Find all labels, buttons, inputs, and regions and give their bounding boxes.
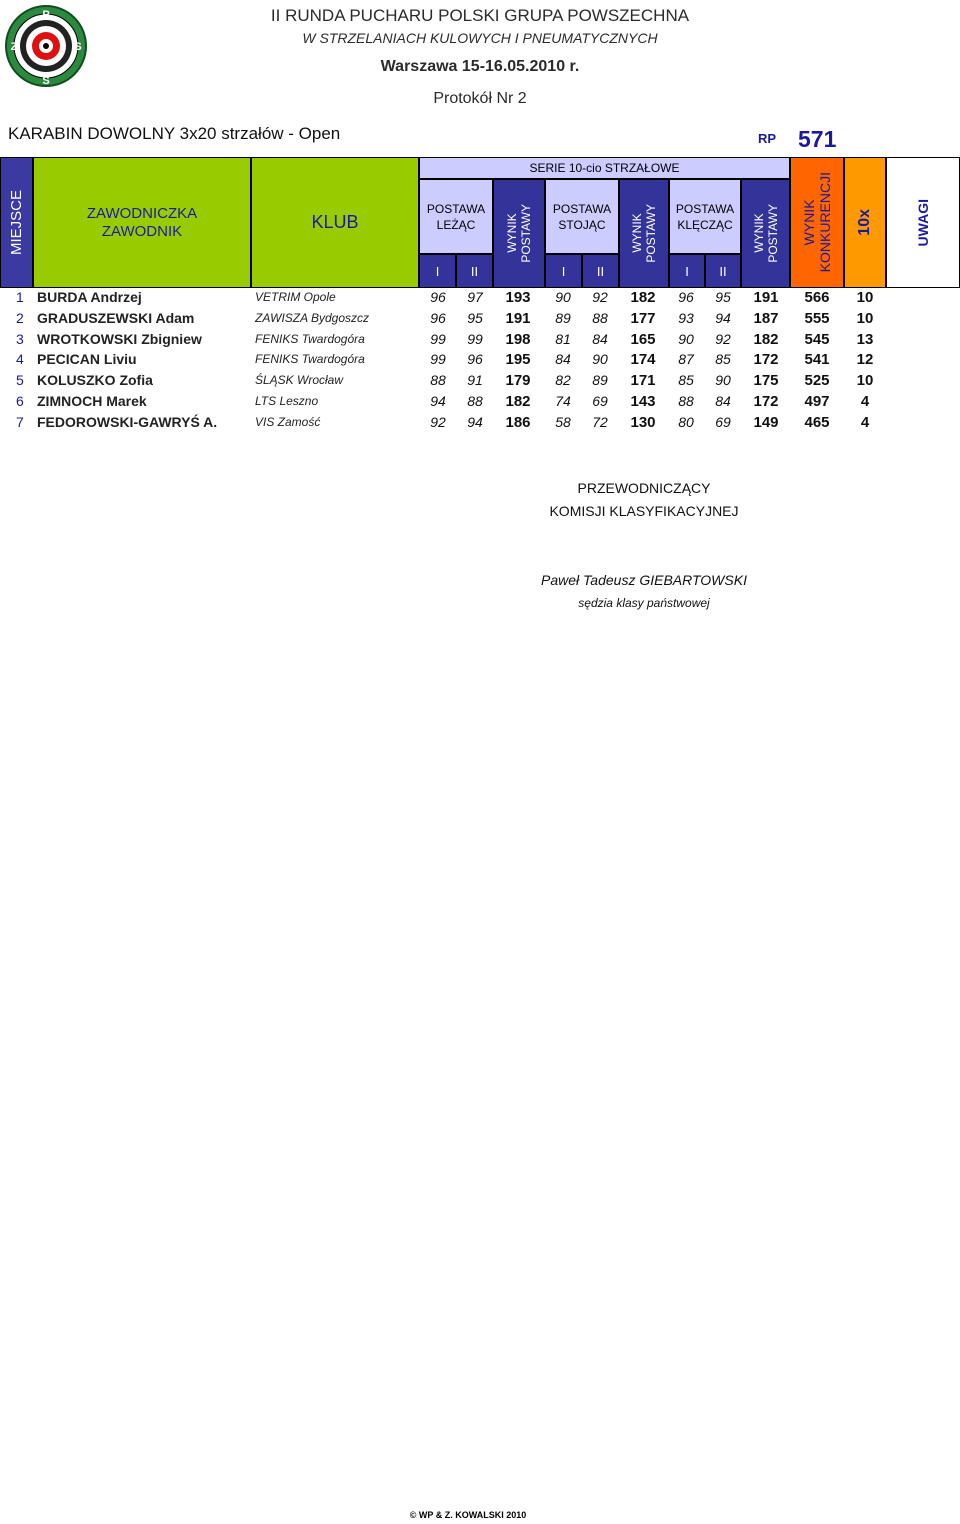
svg-text:S: S [42, 75, 50, 87]
signature-title-1: PRZEWODNICZĄCY [577, 480, 711, 496]
row-stojac-i: 90 [555, 289, 571, 305]
header-stojac-label: STOJĄC [558, 217, 606, 232]
row-stojac-ii: 90 [592, 351, 608, 368]
row-wynik-lezac: 195 [505, 351, 531, 369]
row-club: VETRIM Opole [255, 290, 336, 304]
row-10x: 10 [856, 309, 874, 327]
row-wynik-konkurencji: 465 [804, 413, 830, 431]
row-stojac-ii: 69 [592, 393, 608, 409]
row-lezac-i: 96 [430, 289, 446, 305]
row-place: 1 [16, 289, 24, 305]
row-kleczac-i: 96 [678, 289, 694, 305]
header-series-ii: II [596, 263, 605, 279]
header-uwagi-label: UWAGI [915, 198, 931, 247]
row-wynik-kleczac: 191 [753, 289, 779, 306]
table-row [0, 308, 960, 329]
row-wynik-konkurencji: 545 [804, 330, 830, 348]
rp-label: RP [758, 131, 777, 146]
row-club: VIS Zamość [255, 414, 321, 429]
row-wynik-stojac: 130 [630, 413, 656, 431]
row-wynik-lezac: 198 [505, 330, 531, 348]
row-kleczac-i: 87 [678, 351, 694, 368]
row-competitor-name: KOLUSZKO Zofia [37, 372, 153, 389]
row-club: LTS Leszno [255, 394, 319, 408]
row-lezac-ii: 88 [467, 393, 483, 409]
row-10x: 10 [856, 372, 874, 390]
row-wynik-stojac: 165 [630, 330, 656, 348]
table-row [0, 287, 960, 308]
row-place: 4 [16, 351, 24, 368]
svg-text:S: S [74, 41, 82, 53]
header-postawy-label: POSTAWY [519, 204, 533, 263]
row-lezac-i: 99 [430, 330, 446, 347]
signature-title-2: KOMISJI KLASYFIKACYJNEJ [549, 503, 739, 519]
row-wynik-kleczac: 175 [753, 372, 779, 390]
row-kleczac-ii: 92 [715, 330, 731, 347]
row-stojac-i: 84 [555, 351, 571, 368]
header-kleczac-i [669, 254, 705, 288]
row-stojac-ii: 89 [592, 372, 608, 389]
row-10x: 4 [860, 413, 870, 431]
row-stojac-i: 89 [555, 309, 571, 326]
row-competitor-name: FEDOROWSKI-GAWRYŚ A. [37, 413, 218, 430]
header-klub [251, 157, 419, 288]
signature-name: Paweł Tadeusz GIEBARTOWSKI [541, 572, 747, 588]
row-lezac-i: 99 [430, 351, 446, 368]
header-wynik-konkurencji [790, 157, 844, 288]
header-wynik-lezac [493, 179, 545, 288]
header-postawy-label: POSTAWY [644, 204, 658, 263]
row-place: 3 [16, 330, 24, 347]
header-postawa-kleczac [669, 179, 741, 254]
row-kleczac-ii: 90 [715, 372, 731, 389]
protocol-number: Protokół Nr 2 [433, 90, 527, 107]
header-miejsce-label: MIEJSCE [8, 189, 25, 255]
header-postawa-label: POSTAWA [552, 201, 612, 216]
header-lezac-i [419, 254, 456, 288]
table-row [0, 412, 960, 433]
row-wynik-stojac: 171 [630, 372, 656, 390]
row-club: ŚLĄSK Wrocław [255, 373, 344, 388]
title-line-2: W STRZELANIACH KULOWYCH I PNEUMATYCZNYCH [302, 30, 658, 46]
row-kleczac-i: 85 [678, 372, 694, 389]
row-wynik-kleczac: 182 [753, 330, 779, 348]
row-stojac-i: 58 [555, 413, 571, 430]
row-lezac-i: 92 [430, 413, 446, 430]
row-kleczac-ii: 95 [715, 289, 731, 305]
title-line-1: II RUNDA PUCHARU POLSKI GRUPA POWSZECHNA [270, 6, 690, 25]
competition-name: KARABIN DOWOLNY 3x20 strzałów - Open [8, 124, 341, 143]
row-lezac-i: 88 [430, 372, 446, 389]
row-wynik-kleczac: 172 [753, 393, 779, 410]
row-competitor-name: ZIMNOCH Marek [37, 393, 147, 409]
row-stojac-ii: 92 [592, 289, 608, 305]
row-place: 7 [16, 413, 24, 430]
row-club: FENIKS Twardogóra [255, 352, 365, 367]
header-10x [844, 157, 886, 288]
header-series-ii: II [719, 263, 727, 279]
row-place: 5 [16, 372, 24, 389]
row-wynik-konkurencji: 541 [804, 351, 830, 369]
header-postawa-label: POSTAWA [426, 201, 486, 216]
row-10x: 13 [856, 330, 874, 348]
header-wynik-label: WYNIK [801, 199, 817, 246]
row-wynik-kleczac: 149 [753, 413, 779, 431]
rp-value: 571 [798, 126, 837, 152]
svg-text:P: P [42, 9, 50, 21]
header-lezac-label: LEŻĄC [436, 217, 476, 232]
table-row [0, 391, 960, 412]
row-stojac-ii: 84 [592, 330, 608, 347]
row-lezac-ii: 97 [467, 289, 483, 305]
row-place: 6 [16, 393, 24, 409]
header-postawa-stojac [545, 179, 619, 254]
header-postawa-label: POSTAWA [675, 201, 735, 216]
row-wynik-konkurencji: 497 [804, 393, 830, 410]
header-wynik-label: WYNIK [630, 213, 644, 254]
svg-text:Z: Z [10, 41, 18, 53]
row-kleczac-ii: 85 [715, 351, 731, 368]
header-postawy-label: POSTAWY [765, 204, 780, 263]
row-wynik-kleczac: 187 [753, 309, 779, 327]
row-kleczac-ii: 69 [715, 413, 731, 430]
row-club: ZAWISZA Bydgoszcz [255, 310, 370, 325]
header-series-i: I [561, 263, 566, 279]
header-zawodnik [33, 157, 251, 288]
row-stojac-ii: 88 [592, 309, 608, 326]
header-series-i: I [435, 263, 440, 279]
header-10x-label: 10x [856, 209, 873, 236]
row-wynik-stojac: 143 [630, 393, 656, 410]
row-kleczac-i: 80 [678, 413, 694, 430]
row-stojac-i: 82 [555, 372, 571, 389]
row-kleczac-ii: 84 [715, 393, 731, 409]
row-kleczac-i: 88 [678, 393, 694, 409]
header-miejsce [0, 157, 33, 288]
header-kleczac-label: KLĘCZĄC [677, 217, 733, 232]
row-stojac-i: 81 [555, 330, 571, 347]
row-lezac-i: 94 [430, 393, 446, 409]
footer-copyright: © WP & Z. KOWALSKI 2010 [409, 1510, 527, 1520]
row-kleczac-ii: 94 [715, 309, 731, 326]
header-stojac-ii [582, 254, 619, 288]
row-competitor-name: PECICAN Liviu [37, 351, 137, 368]
row-wynik-stojac: 182 [630, 289, 656, 306]
header-wynik-stojac [619, 179, 669, 288]
row-wynik-lezac: 182 [505, 393, 531, 410]
header-uwagi [886, 157, 960, 288]
header-series-i: I [685, 263, 689, 279]
row-wynik-lezac: 186 [505, 413, 531, 431]
signature-role: sędzia klasy państwowej [578, 596, 710, 610]
row-wynik-stojac: 174 [630, 351, 656, 369]
row-10x: 12 [856, 351, 874, 369]
row-kleczac-i: 90 [678, 330, 694, 347]
row-lezac-ii: 96 [467, 351, 483, 368]
row-stojac-ii: 72 [592, 413, 608, 430]
row-10x: 4 [860, 393, 870, 410]
row-wynik-konkurencji: 525 [804, 372, 830, 390]
header-series-ii: II [470, 263, 479, 279]
header-kleczac-ii [705, 254, 741, 288]
table-row [0, 370, 960, 391]
row-competitor-name: WROTKOWSKI Zbigniew [37, 330, 202, 347]
header-postawa-lezac [419, 179, 493, 254]
header-lezac-ii [456, 254, 493, 288]
row-wynik-konkurencji: 566 [804, 289, 830, 306]
header-klub-label: KLUB [311, 212, 359, 232]
row-lezac-ii: 94 [467, 413, 483, 430]
header-serie-label: SERIE 10-cio STRZAŁOWE [529, 161, 680, 175]
header-wynik-kleczac [741, 179, 790, 288]
row-lezac-ii: 99 [467, 330, 483, 347]
header-serie [419, 157, 790, 179]
row-stojac-i: 74 [555, 393, 571, 409]
table-row [0, 329, 960, 350]
row-wynik-lezac: 179 [505, 372, 531, 390]
row-competitor-name: GRADUSZEWSKI Adam [37, 309, 195, 326]
row-lezac-i: 96 [430, 309, 446, 326]
row-wynik-stojac: 177 [630, 309, 656, 327]
header-konkurencji-label: KONKURENCJI [817, 172, 833, 273]
row-lezac-ii: 95 [467, 309, 483, 326]
event-place-date: Warszawa 15-16.05.2010 r. [380, 58, 580, 75]
row-wynik-lezac: 193 [505, 289, 531, 306]
row-wynik-lezac: 191 [505, 309, 531, 327]
row-place: 2 [16, 309, 24, 326]
header-wynik-label: WYNIK [505, 213, 519, 254]
row-kleczac-i: 93 [678, 309, 694, 326]
header-stojac-i [545, 254, 582, 288]
row-wynik-kleczac: 172 [753, 351, 779, 369]
header-wynik-label: WYNIK [751, 213, 766, 254]
row-wynik-konkurencji: 555 [804, 309, 830, 327]
header-zawodnik-label: ZAWODNIK [101, 222, 183, 240]
row-competitor-name: BURDA Andrzej [37, 289, 142, 305]
header-zawodniczka-label: ZAWODNICZKA [86, 204, 198, 222]
table-row [0, 349, 960, 370]
row-10x: 10 [856, 289, 874, 306]
row-lezac-ii: 91 [467, 372, 483, 389]
row-club: FENIKS Twardogóra [255, 331, 365, 346]
